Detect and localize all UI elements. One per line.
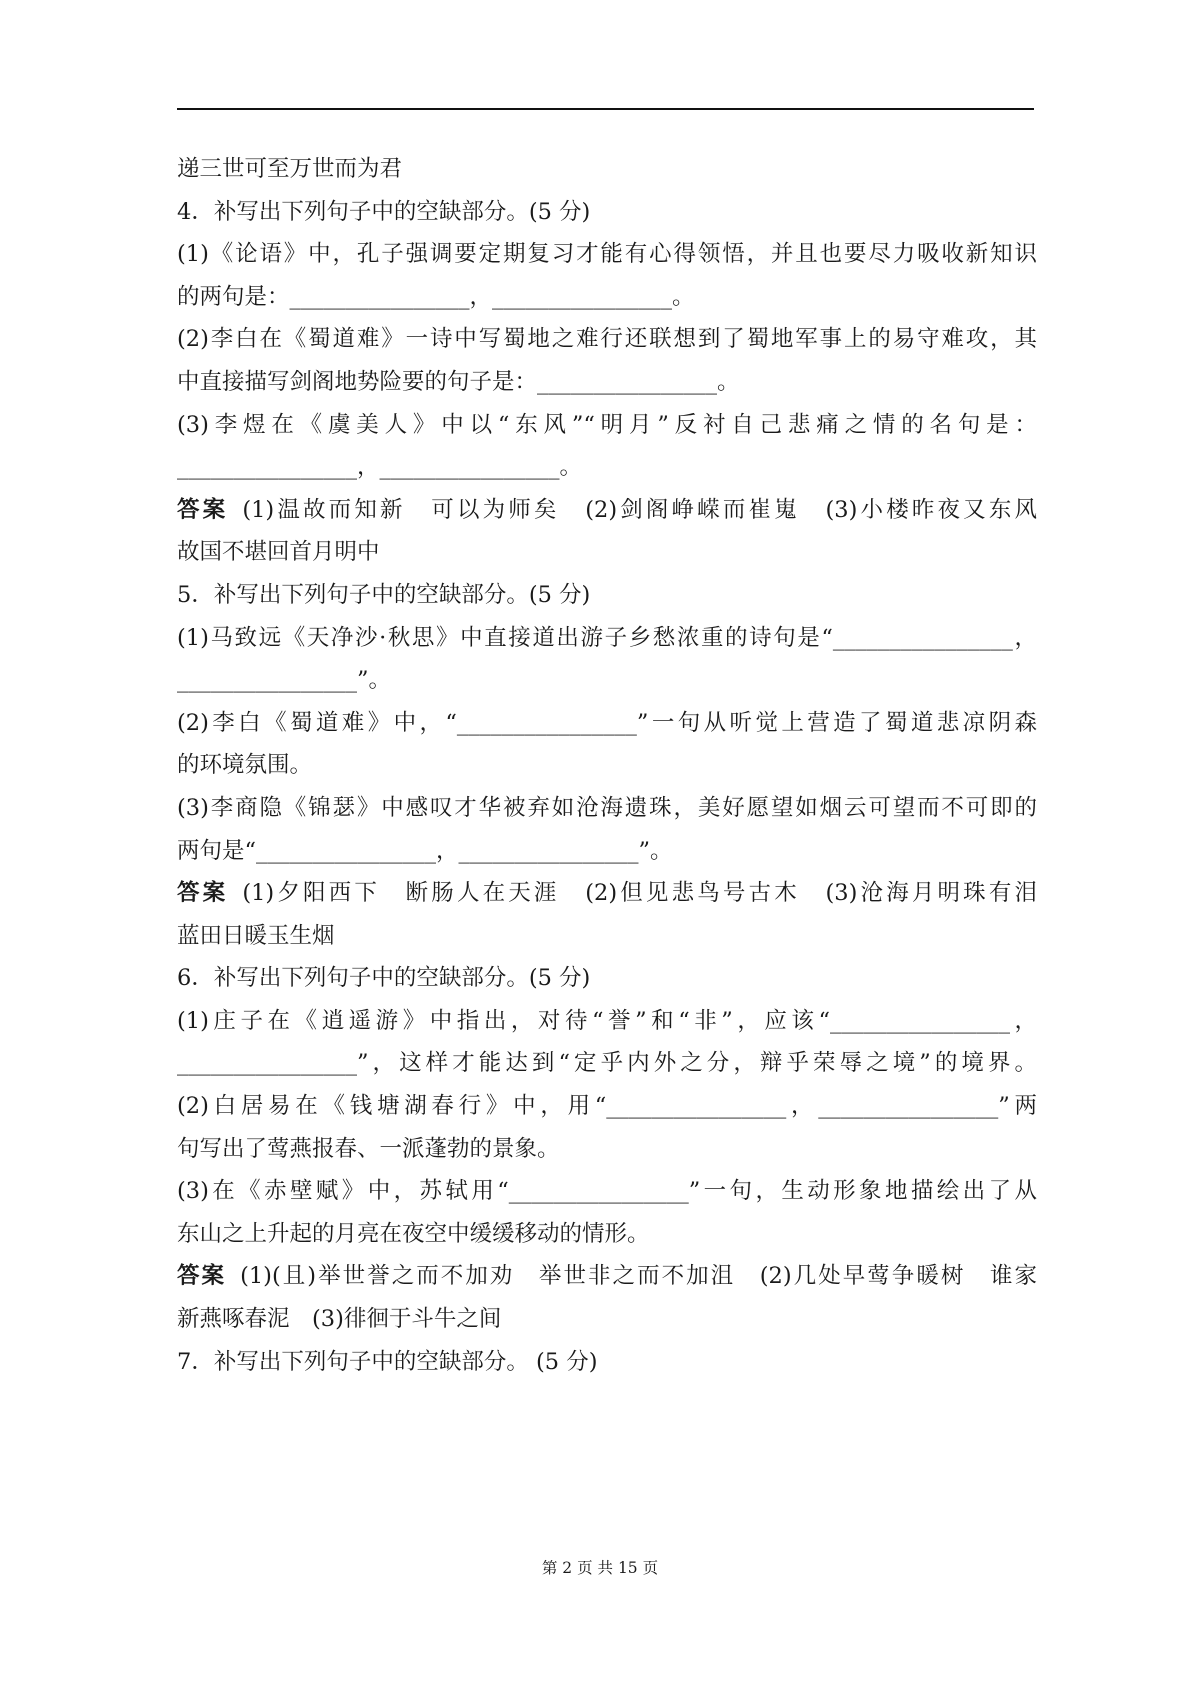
line-text: (3)李煜在《虞美人》中以“东风”“明月”反衬自己悲痛之情的名句是：	[177, 411, 1037, 438]
line-text: ________________”，这样才能达到“定乎内外之分，辩乎荣辱之境”的境界。	[177, 1050, 1037, 1077]
line-text: 4．补写出下列句子中的空缺部分。(5 分)	[177, 198, 591, 225]
text-line	[177, 318, 1037, 361]
line-text: 递三世可至万世而为君	[177, 156, 403, 182]
line-text: 新燕啄春泥 (3)徘徊于斗牛之间	[177, 1306, 502, 1333]
line-text: (1)《论语》中，孔子强调要定期复习才能有心得领悟，并且也要尽力吸收新知识	[177, 241, 1037, 268]
text-line	[177, 276, 1037, 319]
line-text: 中直接描写剑阁地势险要的句子是：________________。	[177, 368, 740, 395]
text-line	[177, 659, 1037, 702]
line-text: 句写出了莺燕报春、一派蓬勃的景象。	[177, 1135, 560, 1162]
answer-line	[177, 489, 1037, 532]
text-line	[177, 233, 1037, 276]
text-line	[177, 361, 1037, 404]
header-rule	[177, 108, 1034, 110]
text-line	[177, 1000, 1037, 1043]
text-line	[177, 1341, 1037, 1384]
line-text: 5．补写出下列句子中的空缺部分。(5 分)	[177, 581, 591, 608]
answer-label: 答案	[177, 880, 229, 907]
text-line	[177, 617, 1037, 660]
line-text: 两句是“________________，________________”。	[177, 837, 673, 864]
text-line	[177, 446, 1037, 489]
line-text: (2)李白《蜀道难》中，“________________”一句从听觉上营造了蜀道悲凉阴森	[177, 709, 1037, 736]
text-line	[177, 957, 1037, 1000]
document-body	[177, 148, 1037, 1383]
line-text: (1)庄子在《逍遥游》中指出，对待“誉”和“非”，应该“________________，	[177, 1007, 1037, 1034]
line-text: 6．补写出下列句子中的空缺部分。(5 分)	[177, 965, 591, 992]
line-text: (2)白居易在《钱塘湖春行》中，用“________________，________________”两	[177, 1093, 1037, 1120]
line-text: (2)李白在《蜀道难》一诗中写蜀地之难行还联想到了蜀地军事上的易守难攻，其	[177, 326, 1037, 353]
line-text: (1)马致远《天净沙·秋思》中直接道出游子乡愁浓重的诗句是“________________，	[177, 624, 1037, 651]
answer-line	[177, 1255, 1037, 1298]
text-line	[177, 1085, 1037, 1128]
text-line	[177, 148, 1037, 191]
text-line	[177, 1298, 1037, 1341]
text-line	[177, 574, 1037, 617]
text-line	[177, 1170, 1037, 1213]
text-line	[177, 702, 1037, 745]
line-text: ________________”。	[177, 667, 392, 694]
text-line	[177, 404, 1037, 447]
line-text: ________________，________________。	[177, 454, 583, 481]
line-text: 蓝田日暖玉生烟	[177, 922, 335, 949]
text-line	[177, 1128, 1037, 1171]
text-line	[177, 830, 1037, 873]
line-text: 故国不堪回首月明中	[177, 539, 380, 566]
text-line	[177, 1042, 1037, 1085]
answer-label: 答案	[177, 496, 229, 523]
line-text: (1)温故而知新 可以为师矣 (2)剑阁峥嵘而崔嵬 (3)小楼昨夜又东风	[242, 496, 1037, 523]
line-text: 7．补写出下列句子中的空缺部分。 (5 分)	[177, 1348, 598, 1375]
text-line	[177, 744, 1037, 787]
text-line	[177, 1213, 1037, 1256]
answer-label: 答案	[177, 1263, 227, 1290]
text-line	[177, 531, 1037, 574]
line-text: 的环境氛围。	[177, 752, 313, 779]
text-line	[177, 787, 1037, 830]
text-line	[177, 915, 1037, 958]
text-line	[177, 191, 1037, 234]
line-text: (1)夕阳西下 断肠人在天涯 (2)但见悲鸟号古木 (3)沧海月明珠有泪	[242, 880, 1037, 907]
line-text: 的两句是：________________，________________。	[177, 283, 695, 310]
line-text: 东山之上升起的月亮在夜空中缓缓移动的情形。	[177, 1220, 650, 1247]
page-footer: 第 2 页 共 15 页	[541, 1559, 659, 1577]
line-text: (3)在《赤壁赋》中，苏轼用“________________”一句，生动形象地描绘出了从	[177, 1178, 1037, 1205]
line-text: (1)(且)举世誉之而不加劝 举世非之而不加沮 (2)几处早莺争暖树 谁家	[240, 1263, 1037, 1290]
line-text: (3)李商隐《锦瑟》中感叹才华被弃如沧海遗珠，美好愿望如烟云可望而不可即的	[177, 794, 1037, 821]
answer-line	[177, 872, 1037, 915]
